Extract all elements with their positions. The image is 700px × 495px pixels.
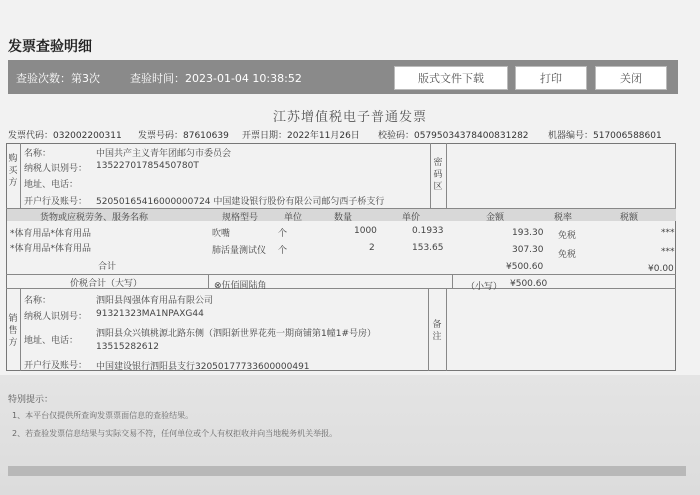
divider bbox=[452, 274, 453, 288]
item-tax: *** bbox=[661, 228, 675, 238]
note-line: 2、若查验发票信息结果与实际交易不符，任何单位或个人有权拒收并向当地税务机关举报。 bbox=[12, 429, 338, 438]
check-code: 校验码：05795034378400831282 bbox=[378, 131, 529, 141]
remark-label: 备 bbox=[432, 320, 442, 330]
print-button[interactable]: 打印 bbox=[515, 66, 587, 90]
seller-address-label: 地址、电话： bbox=[24, 336, 79, 346]
page-title: 发票查验明细 bbox=[8, 39, 92, 55]
invoice-title: 江苏增值税电子普通发票 bbox=[272, 110, 427, 125]
subtotal-label: 合计 bbox=[98, 262, 117, 272]
item-spec: 肺活量测试仪 bbox=[212, 246, 267, 256]
note-line: 1、本平台仅提供所查询发票票面信息的查验结果。 bbox=[12, 411, 194, 420]
divider bbox=[430, 143, 431, 208]
item-qty: 2 bbox=[369, 243, 375, 253]
password-area-label: 码 bbox=[433, 170, 443, 180]
check-time: 查验时间：2023-01-04 10:38:52 bbox=[130, 72, 302, 85]
buyer-side-label: 购 bbox=[8, 154, 18, 164]
buyer-side-label: 方 bbox=[8, 178, 18, 188]
item-name: *体育用品*体育用品 bbox=[10, 244, 92, 254]
buyer-side-label: 买 bbox=[8, 166, 18, 176]
buyer-tax-id: 13522701785450780T bbox=[96, 161, 199, 171]
toolbar bbox=[8, 60, 678, 94]
divider bbox=[20, 288, 21, 371]
divider bbox=[20, 143, 21, 208]
download-button[interactable]: 版式文件下载 bbox=[394, 66, 508, 90]
col-header-rate: 税率 bbox=[554, 213, 573, 223]
bottom-bar bbox=[8, 466, 686, 476]
item-unit: 个 bbox=[278, 229, 288, 239]
col-header-qty: 数量 bbox=[334, 213, 353, 223]
close-button[interactable]: 关闭 bbox=[595, 66, 667, 90]
col-header-amount: 金额 bbox=[486, 213, 505, 223]
subtotal-amount: ¥500.60 bbox=[506, 262, 544, 272]
item-qty: 1000 bbox=[354, 226, 377, 236]
item-amount: 193.30 bbox=[512, 228, 544, 238]
remark-label: 注 bbox=[432, 332, 442, 342]
total-small: ¥500.60 bbox=[510, 279, 548, 289]
invoice-code: 发票代码：032002200311 bbox=[8, 131, 122, 141]
item-unit: 个 bbox=[278, 246, 288, 256]
buyer-name-label: 名称： bbox=[24, 149, 52, 159]
col-header-price: 单价 bbox=[402, 213, 421, 223]
seller-name-label: 名称： bbox=[24, 296, 52, 306]
item-rate: 免税 bbox=[558, 250, 577, 260]
seller-side-label: 方 bbox=[8, 338, 18, 348]
col-header-spec: 规格型号 bbox=[222, 213, 259, 223]
divider bbox=[446, 143, 447, 208]
item-spec: 吹嘴 bbox=[212, 229, 231, 239]
buyer-address-label: 地址、电话： bbox=[24, 180, 79, 190]
machine-number: 机器编号：517006588601 bbox=[548, 131, 662, 141]
seller-tax-id: 91321323MA1NPAXG44 bbox=[96, 309, 204, 319]
seller-phone: 13515282612 bbox=[96, 342, 159, 352]
invoice-number: 发票号码：87610639 bbox=[138, 131, 229, 141]
divider bbox=[6, 274, 676, 275]
buyer-name: 中国共产主义青年团邮匀市委员会 bbox=[96, 149, 232, 159]
seller-side-label: 售 bbox=[8, 326, 18, 336]
buyer-bank-label: 开户行及账号： bbox=[24, 197, 88, 207]
subtotal-tax: ¥0.00 bbox=[648, 264, 674, 274]
divider bbox=[428, 288, 429, 371]
divider bbox=[208, 274, 209, 288]
password-area-label: 密 bbox=[433, 158, 443, 168]
seller-tax-label: 纳税人识别号： bbox=[24, 312, 88, 322]
item-price: 0.1933 bbox=[412, 226, 444, 236]
notes-title: 特别提示： bbox=[8, 395, 54, 405]
item-price: 153.65 bbox=[412, 243, 444, 253]
col-header-name: 货物或应税劳务、服务名称 bbox=[40, 213, 149, 223]
total-small-label: （小写） bbox=[466, 282, 503, 292]
invoice-date: 开票日期：2022年11月26日 bbox=[242, 131, 360, 141]
password-area-label: 区 bbox=[433, 182, 443, 192]
item-name: *体育用品*体育用品 bbox=[10, 229, 92, 239]
divider bbox=[446, 288, 447, 371]
col-header-unit: 单位 bbox=[284, 213, 303, 223]
item-amount: 307.30 bbox=[512, 245, 544, 255]
seller-bank: 中国建设银行泗阳县支行32050177733600000491 bbox=[96, 362, 310, 372]
seller-bank-label: 开户行及账号： bbox=[24, 361, 88, 371]
seller-side-label: 销 bbox=[8, 314, 18, 324]
col-header-tax: 税额 bbox=[620, 213, 639, 223]
total-words: ⊗伍佰圆陆角 bbox=[214, 281, 267, 291]
buyer-bank: 52050165416000000724 中国建设银行股份有限公司邮匀西子桥支行 bbox=[96, 197, 385, 207]
buyer-tax-label: 纳税人识别号： bbox=[24, 164, 88, 174]
seller-address: 泗阳县众兴镇桃源北路东侧（泗阳新世界花苑一期商铺第1幢1#号房） bbox=[96, 329, 376, 339]
item-rate: 免税 bbox=[558, 231, 577, 241]
total-words-label: 价税合计（大写） bbox=[70, 279, 143, 289]
seller-name: 泗阳县闯强体育用品有限公司 bbox=[96, 296, 214, 306]
item-tax: *** bbox=[661, 247, 675, 257]
check-count: 查验次数：第3次 bbox=[16, 72, 100, 85]
